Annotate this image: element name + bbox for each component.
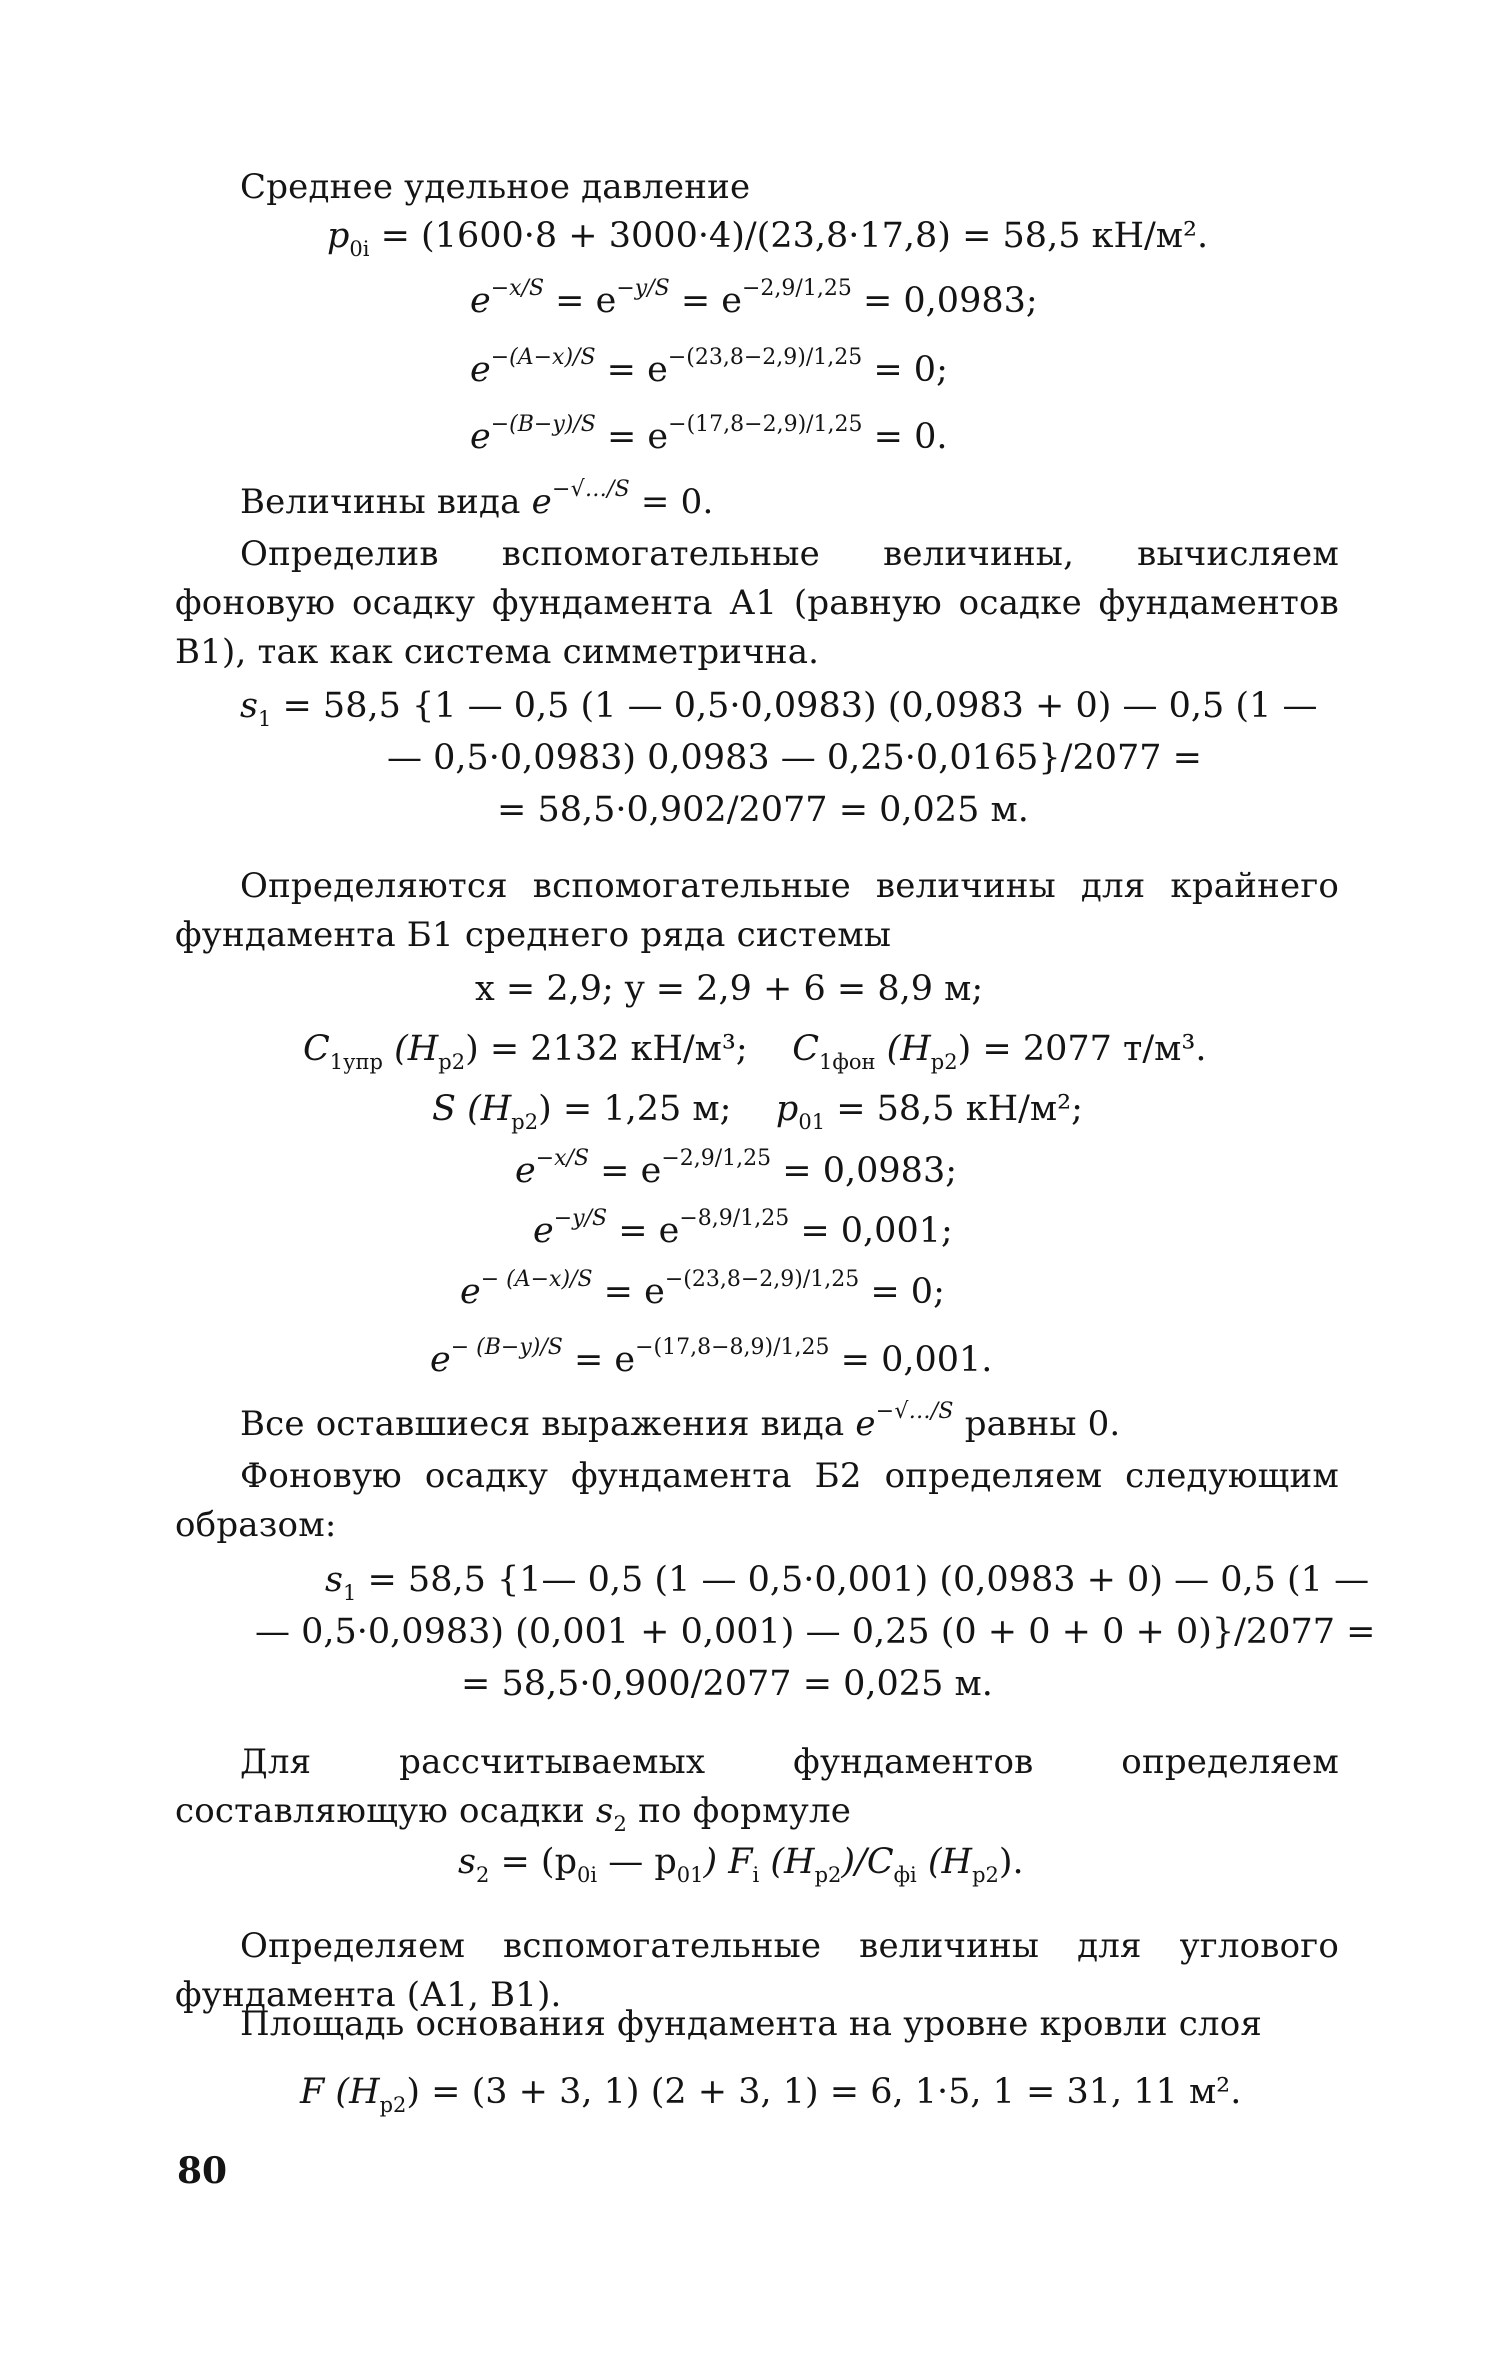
paragraph-settlement-component: Для рассчитываемых фундаментов определяем составляющую осадки $s_2$ по формуле [175, 1742, 1339, 1836]
intro-heading: Среднее удельное давление [240, 167, 751, 207]
equation-b1-exp-ys: $e^{-y/S} = e^{-8,9/1,25} = 0,001$; [533, 1206, 953, 1251]
equation-s-p01: S $(H_{р2}) = 1,25$ м; $p_{01} = 58,5$ кН/м²; [432, 1089, 1083, 1134]
equation-b1-exp-ax: $e^{- (A-x)/S} = e^{-(23,8-2,9)/1,25} = 0$; [460, 1267, 945, 1312]
equation-s1-a1: $s_1 = 58,5$ {1 — 0,5 (1 — 0,5·0,0983) (0,0983 + 0) — 0,5 (1 — [240, 686, 1318, 731]
paragraph-corner-foundation: Определяем вспомогательные величины для углового фундамента (А1, В1). [175, 1926, 1339, 2015]
paragraph-base-area: Площадь основания фундамента на уровне кровли слоя [240, 2004, 1263, 2044]
equation-s1-a1-line2: — 0,5·0,0983) 0,0983 — 0,25·0,0165}/2077 = [387, 738, 1202, 778]
equation-b1-exp-by: $e^{- (B-y)/S} = e^{-(17,8-8,9)/1,25} = 0,001$. [430, 1335, 993, 1380]
paragraph-background-settlement-a1: Определив вспомогательные величины, вычисляем фоновую осадку фундамента А1 (равную осадке фундаментов В1), так как система симметрична. [175, 534, 1339, 672]
equation-s1-a1-line3: = 58,5·0,902/2077 = 0,025 м. [497, 790, 1029, 830]
equation-b1-exp-xs: $e^{-x/S} = e^{-2,9/1,25} = 0,0983$; [515, 1146, 958, 1191]
equation-s2-formula: $s_2 = (p_{0i}$ — $p_{01}$) $F_i$ $(H_{р2})/C_{фi}$ $(H_{р2})$. [458, 1842, 1024, 1887]
equation-base-area: F $(H_{р2}) = (3 + 3$, 1) (2 + 3, 1) = 6, 1·5, 1 = 31, 11 м². [300, 2072, 1242, 2117]
paragraph-edge-foundation-b1: Определяются вспомогательные величины для крайнего фундамента Б1 среднего ряда системы [175, 866, 1339, 955]
equation-mean-pressure: $p_{0i} = (1600\cdot 8 + 3000\cdot 4)/(23,8\cdot 17,8) = 58,5$ кН/м². [327, 216, 1209, 261]
equation-exp-ax: $e^{-(A-x)/S} = e^{-(23,8-2,9)/1,25} = 0$; [470, 345, 948, 390]
equation-s1-b2: $s_1 = 58,5$ {1— 0,5 (1 — 0,5·0,001) (0,0983 + 0) — 0,5 (1 — [325, 1560, 1370, 1605]
equation-exp-xs: $e^{-x/S} = e^{-y/S} = e^{-2,9/1,25} = 0,0983$; [470, 276, 1038, 321]
equation-x-y: x = 2,9; y = 2,9 + 6 = 8,9 м; [475, 969, 984, 1009]
equation-exp-by: $e^{-(B-y)/S} = e^{-(17,8-2,9)/1,25} = 0$. [470, 412, 948, 457]
remaining-expressions-line: Все оставшиеся выражения вида $e^{-√\dots/S}$ равны 0. [240, 1399, 1121, 1444]
values-form-line: Величины вида $e^{-√\dots/S} = 0$. [240, 477, 714, 522]
paragraph-background-settlement-b2: Фоновую осадку фундамента Б2 определяем следующим образом: [175, 1456, 1339, 1545]
equation-s1-b2-line3: = 58,5·0,900/2077 = 0,025 м. [461, 1664, 993, 1704]
equation-stiffness: $C_{1упр}$ $(H_{р2}) = 2132$ кН/м³; $C_{1фон}$ $(H_{р2}) = 2077$ т/м³. [303, 1029, 1207, 1074]
page-number: 80 [177, 2150, 228, 2192]
equation-s1-b2-line2: — 0,5·0,0983) (0,001 + 0,001) — 0,25 (0 + 0 + 0 + 0)}/2077 = [255, 1612, 1376, 1652]
